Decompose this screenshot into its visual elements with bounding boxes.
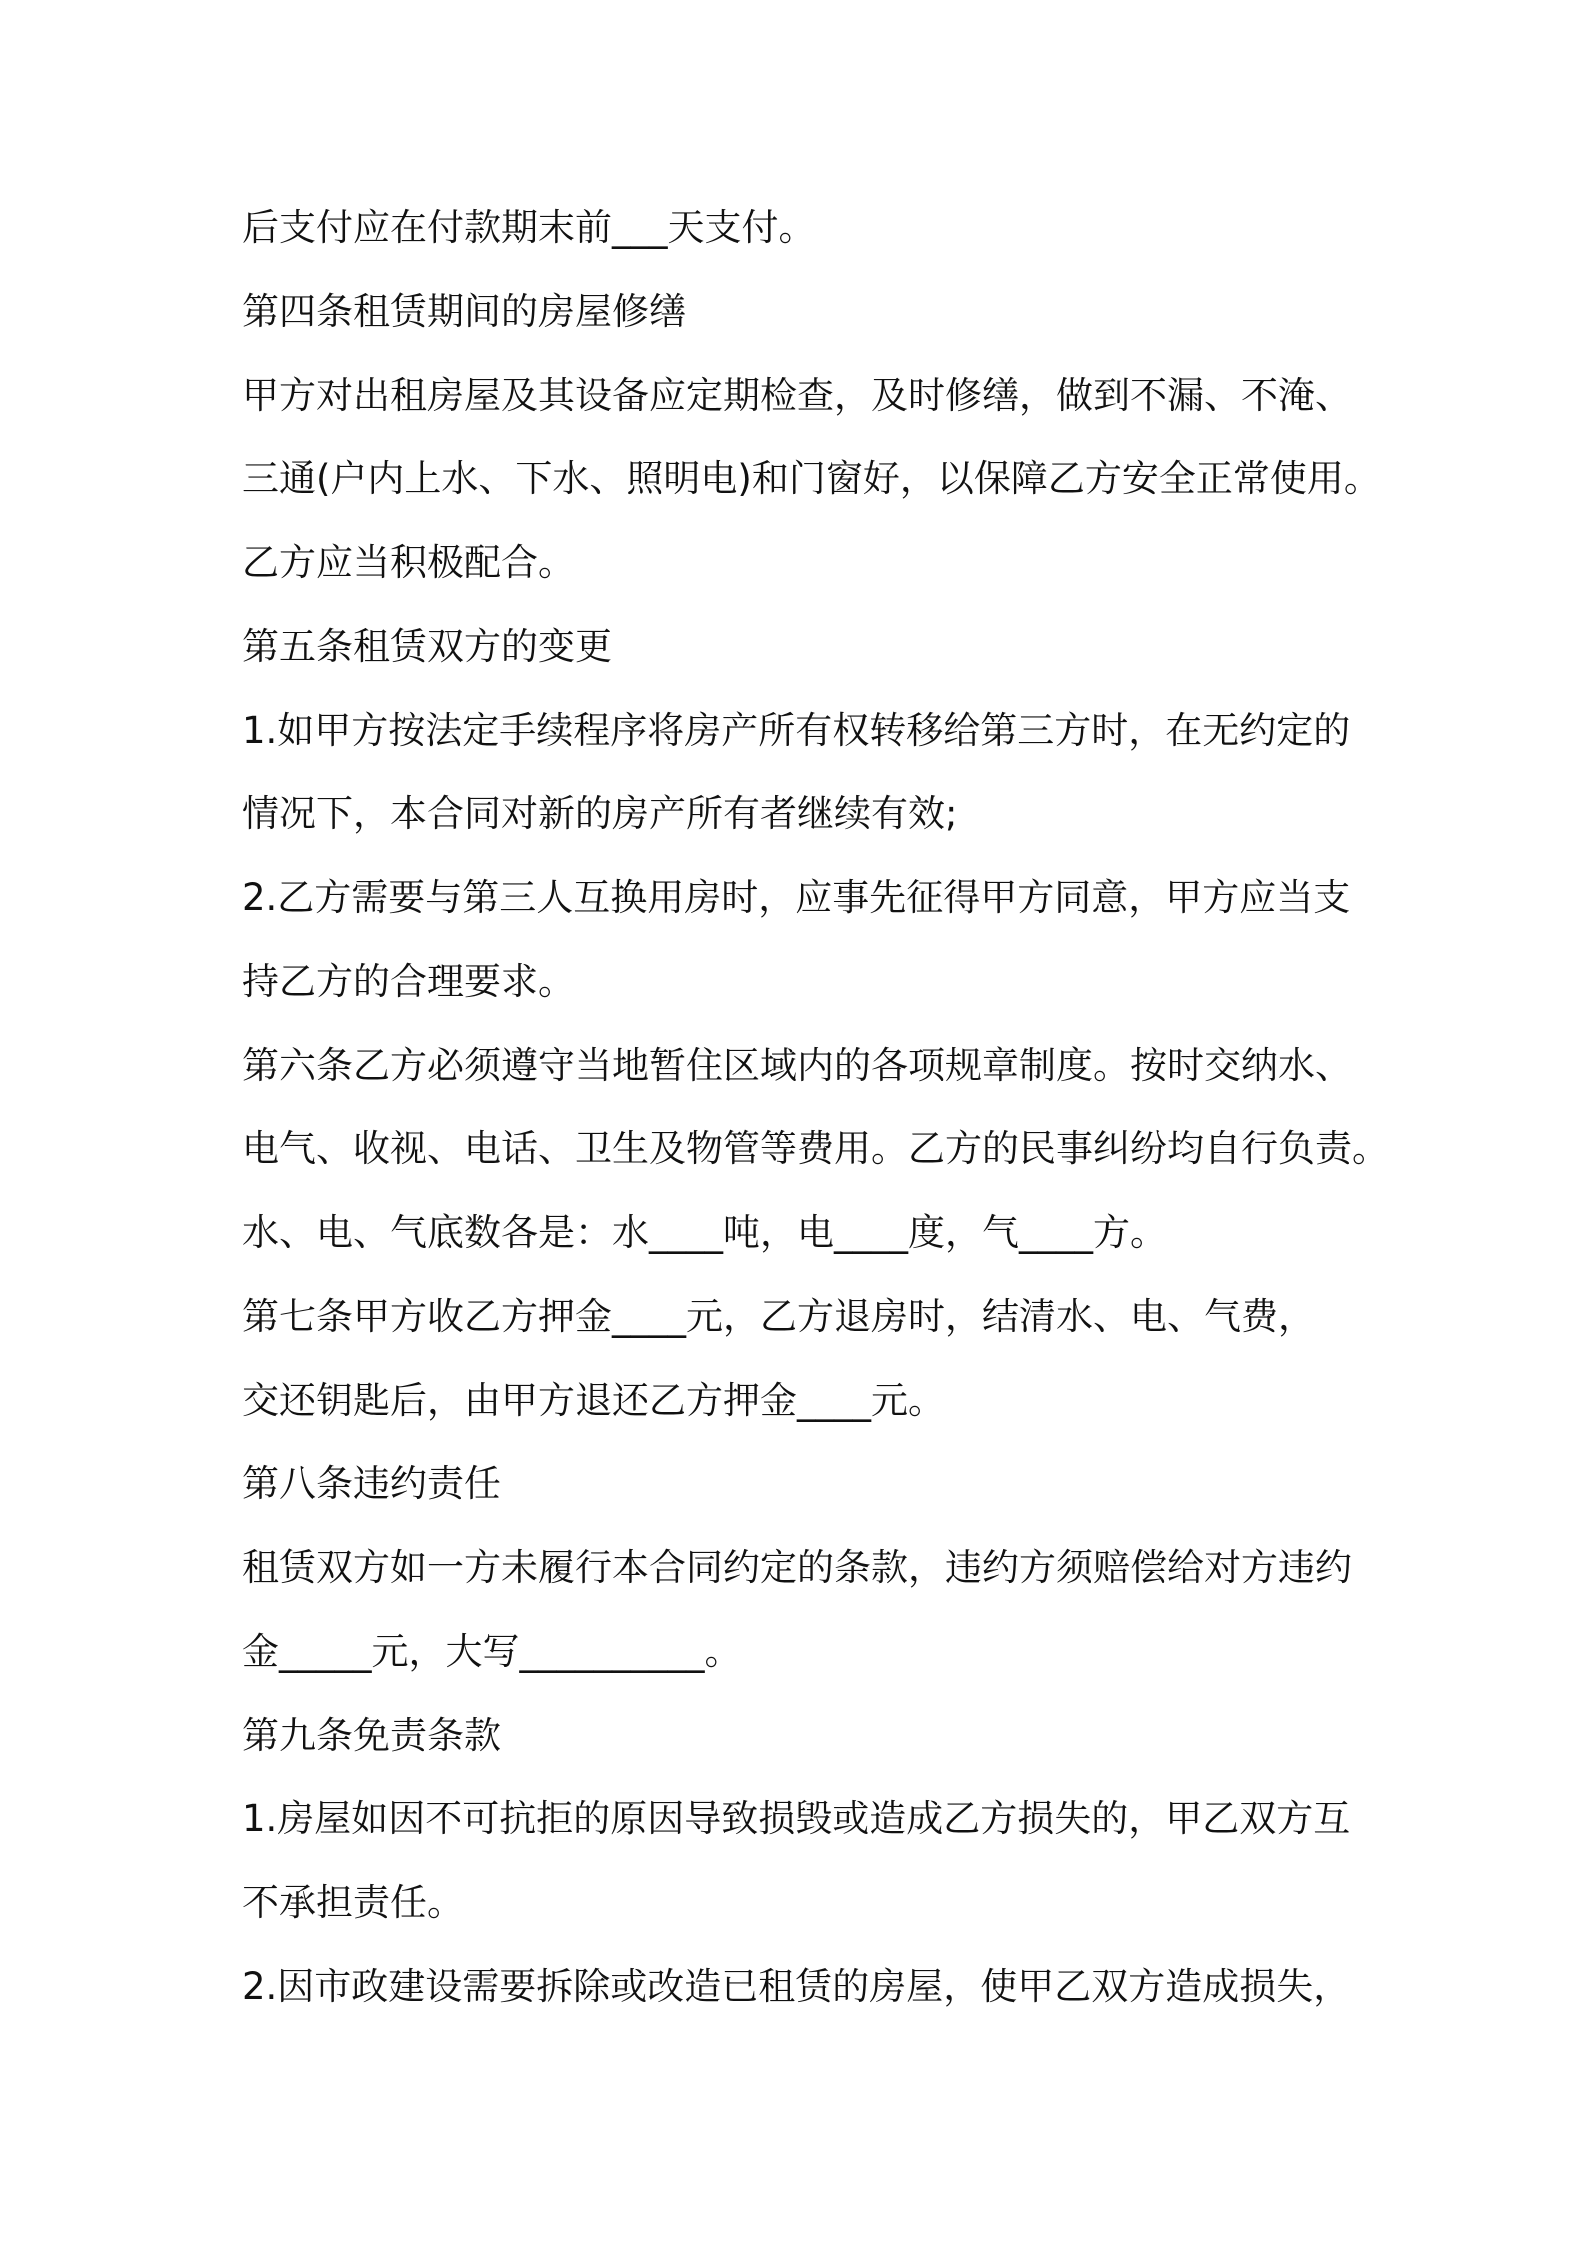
section-heading: 第九条免责条款 (242, 1714, 501, 1757)
text-line: 租赁双方如一方未履行本合同约定的条款，违约方须赔偿给对方违约 (242, 1546, 1352, 1589)
text-line: 第六条乙方必须遵守当地暂住区域内的各项规章制度。按时交纳水、 (242, 1044, 1352, 1087)
text-line: 情况下，本合同对新的房产所有者继续有效; (242, 792, 958, 835)
text-line: 1.如甲方按法定手续程序将房产所有权转移给第三方时，在无约定的 (242, 709, 1351, 752)
text-line: 交还钥匙后，由甲方退还乙方押金____元。 (242, 1379, 945, 1422)
text-line: 甲方对出租房屋及其设备应定期检查，及时修缮，做到不漏、不淹、 (242, 374, 1352, 417)
text-line: 乙方应当积极配合。 (242, 541, 575, 584)
text-line: 电气、收视、电话、卫生及物管等费用。乙方的民事纠纷均自行负责。 (242, 1127, 1389, 1170)
text-line: 后支付应在付款期末前___天支付。 (242, 206, 816, 249)
section-heading: 第四条租赁期间的房屋修缮 (242, 290, 686, 333)
text-line: 1.房屋如因不可抗拒的原因导致损毁或造成乙方损失的，甲乙双方互 (242, 1797, 1351, 1840)
text-line: 水、电、气底数各是：水____吨，电____度，气____方。 (242, 1211, 1167, 1254)
text-line: 金_____元，大写__________。 (242, 1630, 742, 1673)
section-heading: 第八条违约责任 (242, 1462, 501, 1505)
text-line: 2.乙方需要与第三人互换用房时，应事先征得甲方同意，甲方应当支 (242, 876, 1351, 919)
text-line: 第七条甲方收乙方押金____元，乙方退房时，结清水、电、气费， (242, 1295, 1315, 1338)
text-line: 不承担责任。 (242, 1881, 464, 1924)
text-line: 2.因市政建设需要拆除或改造已租赁的房屋，使甲乙双方造成损失， (242, 1965, 1351, 2008)
text-line: 持乙方的合理要求。 (242, 960, 575, 1003)
text-line: 三通(户内上水、下水、照明电)和门窗好，以保障乙方安全正常使用。 (242, 457, 1381, 500)
section-heading: 第五条租赁双方的变更 (242, 625, 612, 668)
